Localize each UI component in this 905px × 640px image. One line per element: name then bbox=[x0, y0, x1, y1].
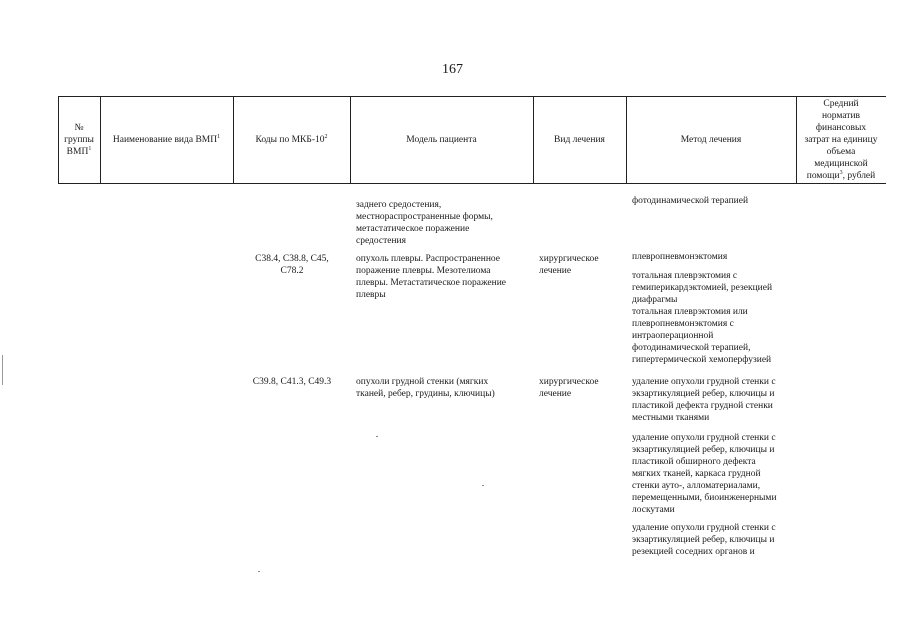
row-2-method-1: удаление опухоли грудной стенки с экзартикуляцией ребер, ключицы и пластикой обширного дефекта мягких тканей, каркаса грудной стенки ауто-, алломатериалами, перемещенными, биоинженерными лоскутами bbox=[632, 433, 777, 515]
row-1-patient-model: опухоль плевры. Распространенное поражение плевры. Мезотелиома плевры. Метастатическое поражение плевры bbox=[356, 254, 507, 300]
header-treatment-type: Вид лечения bbox=[554, 135, 605, 145]
row-2-method-0: удаление опухоли грудной стенки с экзартикуляцией ребер, ключицы и пластикой дефекта грудной стенки местными тканями bbox=[632, 377, 776, 423]
header-vmp-name: Наименование вида ВМП$^1$ bbox=[112, 133, 221, 145]
row-2-icd-codes: C39.8, C41.3, C49.3 bbox=[252, 377, 332, 387]
scan-speck bbox=[258, 571, 260, 572]
row-1-method-1: тотальная плеврэктомия с гемиперикардэктомией, резекцией диафрагмы тотальная плеврэктомия или плевропневмонэктомия с интраоперационной фотодинамической терапией, гипертермической хемоперфузией bbox=[632, 271, 773, 365]
row-1-icd-codes: C38.4, C38.8, C45, C78.2 bbox=[255, 254, 329, 276]
scan-speck bbox=[482, 485, 484, 486]
row-0-method-0: фотодинамической терапией bbox=[632, 196, 749, 206]
scan-speck bbox=[376, 436, 378, 437]
row-2-method-2: удаление опухоли грудной стенки с экзартикуляцией ребер, ключицы и резекцией соседних органов и bbox=[632, 523, 776, 557]
row-0-patient-model: заднего средостения, местнораспространенные формы, метастатическое поражение средостения bbox=[356, 200, 493, 246]
row-1-method-0: плевропневмонэктомия bbox=[632, 252, 728, 262]
header-icd-codes: Коды по МКБ-$10^2$ bbox=[255, 133, 328, 145]
header-treatment-method: Метод лечения bbox=[680, 135, 742, 145]
header-average-cost: Средний норматив финансовых затрат на единицу объема медицинской помощи$^3$, рублей bbox=[804, 99, 878, 181]
page-number: 167 bbox=[442, 62, 463, 77]
header-patient-model: Модель пациента bbox=[406, 135, 477, 145]
margin-mark bbox=[2, 355, 3, 385]
row-1-treatment-type: хирургическое лечение bbox=[539, 254, 599, 276]
row-2-treatment-type: хирургическое лечение bbox=[539, 377, 599, 399]
header-group-number: № группы ВМП$^1$ bbox=[64, 123, 94, 157]
row-2-patient-model: опухоли грудной стенки (мягких тканей, ребер, грудины, ключицы) bbox=[356, 377, 495, 399]
